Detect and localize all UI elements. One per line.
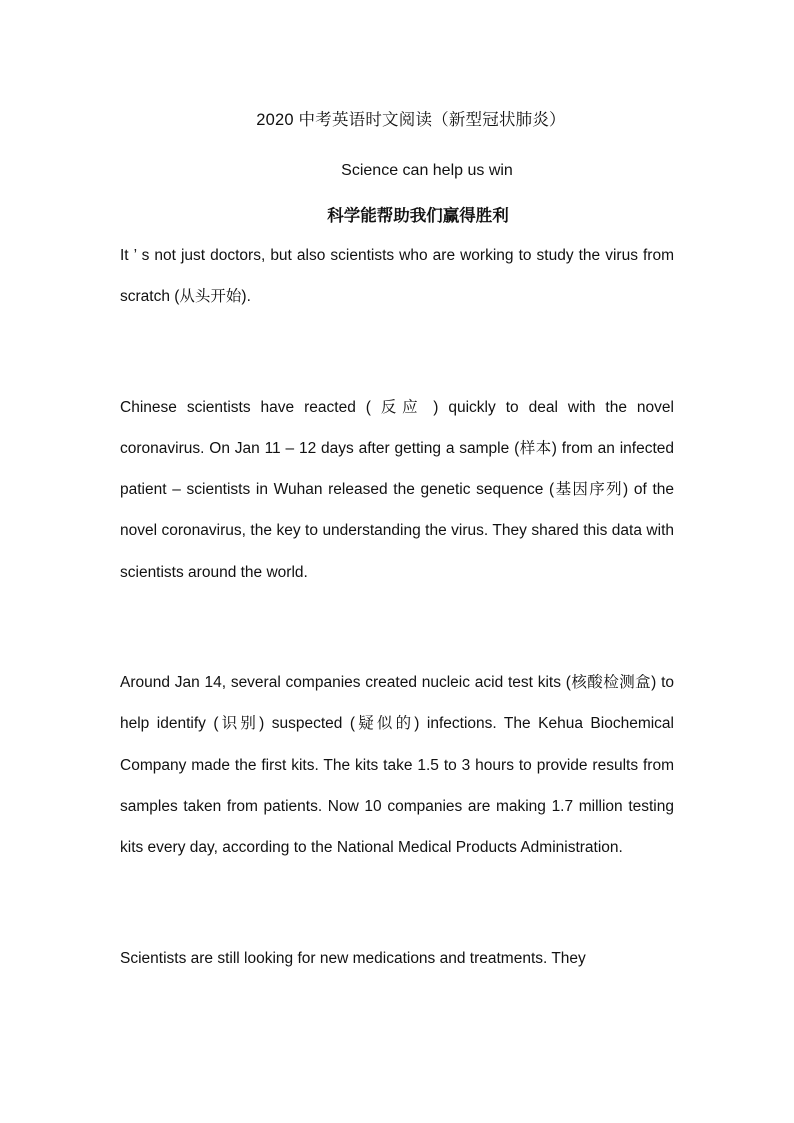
- paragraph-1: It ’ s not just doctors, but also scientists who are working to study the virus from scratch (从头开始).: [120, 247, 674, 306]
- article-title-english: Science can help us win: [341, 162, 513, 179]
- paragraph-4: Scientists are still looking for new medications and treatments. They: [120, 949, 586, 967]
- article-title-chinese: 科学能帮助我们赢得胜利: [327, 207, 509, 225]
- document-heading: 2020 中考英语时文阅读（新型冠状肺炎）: [256, 111, 566, 129]
- article-body: [120, 235, 674, 979]
- paragraph-gap: [120, 869, 674, 938]
- paragraph-3: Around Jan 14, several companies created nucleic acid test kits (核酸检测盒) to help identify (识别) suspected (疑似的) infections. The Kehua Biochemical Company made the first kits. The kits take 1.5 to 3 hours to provide results from samples taken from patients. Now 10 companies are making 1.7 million testing kits every day, according to the National Medical Products Administration.: [120, 674, 674, 857]
- paragraph-2: Chinese scientists have reacted ( 反应 ) quickly to deal with the novel coronavirus. On Jan 11 – 12 days after getting a sample (样本) from an infected patient – scientists in Wuhan released the genetic sequence (基因序列) of the novel coronavirus, the key to understanding the virus. They shared this data with scientists around the world.: [120, 398, 674, 581]
- paragraph-gap: [120, 593, 674, 662]
- paragraph-gap: [120, 318, 674, 387]
